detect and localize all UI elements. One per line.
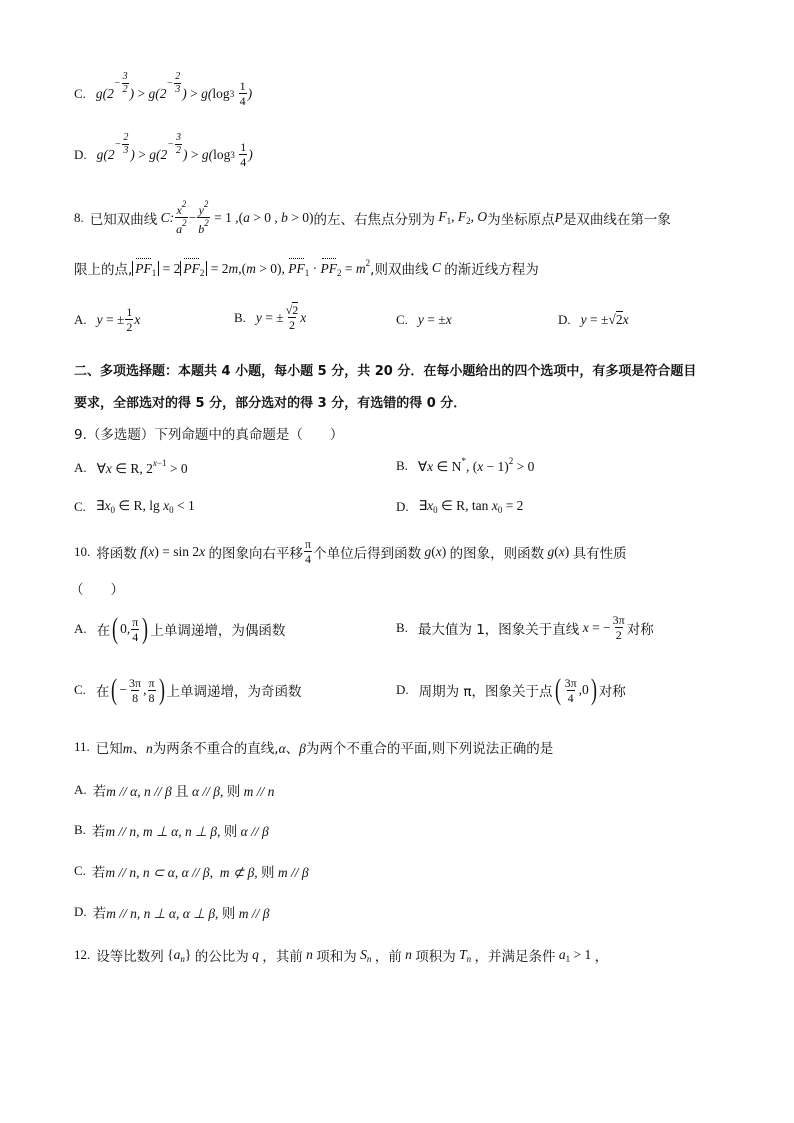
question-text: 设等比数列 <box>96 949 164 965</box>
q10-answer-paren: （ ） <box>70 582 124 598</box>
option-label: D. <box>74 146 87 162</box>
math-expression: $\{a_n\}$ <box>163 946 195 964</box>
question-text: 将函数 <box>96 545 137 562</box>
question-text: ，前 <box>374 949 402 965</box>
q8-option-b <box>234 304 306 331</box>
option-label: C. <box>74 863 86 878</box>
option-label: D. <box>74 904 87 919</box>
option-label: B. <box>396 457 408 473</box>
math-expression: y = ± $\frac{1}{2}$ x <box>96 305 141 334</box>
math-expression: m、n <box>122 741 153 756</box>
math-expression: $F_1$, $F_2$, O <box>434 209 488 226</box>
option-label: D. <box>558 312 571 327</box>
question-text: ， <box>594 949 609 965</box>
question-text: 的公比为 <box>194 949 249 965</box>
question-text: 的图象向右平移 <box>208 545 304 562</box>
q8-option-c <box>396 312 452 328</box>
option-text: 若 <box>92 906 107 922</box>
math-expression: n <box>401 947 416 962</box>
option-text: 最大值为 1，图象关于直线 <box>417 621 580 638</box>
q9-stem: 9.（多选题）下列命题中的真命题是（ ） <box>74 427 344 443</box>
q8-stem-line2 <box>74 258 539 278</box>
option-text: 在 <box>95 684 110 700</box>
question-text: 是双曲线在第一象 <box>562 211 671 228</box>
question-number: 12. <box>74 947 91 962</box>
option-label: D. <box>396 498 409 514</box>
q10-stem <box>74 538 627 565</box>
question-number: 11. <box>74 739 90 754</box>
option-text: 在 <box>96 623 111 639</box>
question-number: 10. <box>74 543 91 559</box>
math-point: ( $\frac{3\pi}{4}$ ,0 ) <box>554 673 597 706</box>
q9-option-d <box>396 498 523 515</box>
option-text: 周期为 π，图象关于点 <box>418 684 553 700</box>
q10-option-b <box>396 614 654 641</box>
math-expression: $S_n$ <box>356 946 372 964</box>
option-text: 若 <box>91 865 106 881</box>
option-label: C. <box>74 682 86 697</box>
q11-option-c <box>74 861 309 881</box>
q10-option-c <box>74 675 302 705</box>
math-expression: $PF_1 = 2$ $PF_2 = 2m,(m > 0)$, $PF_1 \cdot PF_2 = m^2$ <box>132 258 370 278</box>
question-text: 的渐近线方程为 <box>444 262 539 278</box>
math-expression: g(x) <box>424 543 450 559</box>
math-expression: n <box>302 947 317 962</box>
math-expression: g(x) <box>547 543 573 559</box>
option-label: B. <box>74 822 86 837</box>
q11-option-a <box>74 780 274 800</box>
math-expression: ∀x ∈ R, $2^{x-1} > 0$ <box>96 458 188 476</box>
math-expression: P <box>554 209 563 225</box>
math-expression: y = ± $\frac{√2}{2}$ x <box>255 303 307 332</box>
q7-option-c <box>74 71 253 108</box>
math-expression: g(2 − $\frac{3}{2}$ ) > g(2 − $\frac{2}{3}$ ) > g( log 3 $\frac{1}{4}$ ) <box>95 71 253 108</box>
math-expression: α、β <box>278 741 306 756</box>
option-text: 对称 <box>598 684 626 700</box>
option-label: C. <box>74 498 86 514</box>
option-label: C. <box>396 312 408 327</box>
math-expression: $T_n$ <box>455 946 472 964</box>
math-expression: $\exists x_0$ ∈ R, $\lg x_0 < 1$ <box>95 498 195 515</box>
q8-option-a <box>74 306 140 333</box>
option-label: B. <box>234 309 246 325</box>
math-expression: $\exists x_0$ ∈ R, $\tan x_0 = 2$ <box>418 498 524 515</box>
math-expression: m // n, m ⊥ α, n ⊥ β, 则 α // β <box>105 824 269 840</box>
question-text: 的左、右焦点分别为 <box>313 211 435 228</box>
math-interval: ( 0, $\frac{\pi}{4}$ ) <box>112 612 149 645</box>
option-label: C. <box>74 85 86 101</box>
question-text: 为坐标原点 <box>487 211 555 228</box>
question-text: 项和为 <box>316 949 357 965</box>
option-label: A. <box>74 782 87 797</box>
question-text: 为两条不重合的直线, <box>152 741 279 757</box>
question-text: ，其前 <box>262 949 303 965</box>
math-expression: m // n, n ⊥ α, α ⊥ β, 则 m // β <box>106 906 270 922</box>
option-label: A. <box>74 459 87 475</box>
q10-option-a <box>74 614 285 644</box>
q9-option-a <box>74 458 188 477</box>
option-text: 上单调递增，为偶函数 <box>150 623 286 639</box>
math-expression: ∀x ∈ N*, $(x - 1)^2 > 0$ <box>417 456 535 474</box>
q11-option-d <box>74 902 269 922</box>
option-text: 上单调递增，为奇函数 <box>166 684 302 700</box>
math-expression: f(x) = sin 2x <box>140 543 206 559</box>
q8-stem-line1 <box>74 200 671 235</box>
math-expression: m // α, n // β 且 α // β, 则 m // n <box>106 784 275 800</box>
math-expression: $a_1 > 1$ <box>558 946 595 964</box>
question-text: ,则双曲线 <box>370 262 429 278</box>
question-text: 限上的点, <box>74 262 133 278</box>
math-expression: x = − $\frac{3\pi}{2}$ <box>582 613 625 642</box>
q11-option-b <box>74 820 269 840</box>
option-text: 对称 <box>626 621 654 638</box>
question-text: 的图象，则函数 <box>449 545 545 562</box>
question-text: 已知双曲线 <box>89 211 158 228</box>
option-label: D. <box>396 682 409 697</box>
question-text: 个单位后得到函数 <box>313 545 422 562</box>
option-text: 若 <box>92 784 107 800</box>
question-text: 已知 <box>95 741 123 757</box>
q11-stem <box>74 737 553 757</box>
math-expression: C: $\frac{x^2}{a^2}$ − $\frac{y^2}{b^2}$ = 1 ,( a > 0 , b > 0) <box>157 199 314 236</box>
option-label: B. <box>396 619 408 635</box>
question-number: 8. <box>74 209 84 225</box>
q10-option-d <box>396 675 626 705</box>
question-text: 为两个不重合的平面,则下列说法正确的是 <box>305 741 554 757</box>
section-2-heading: 二、多项选择题：本题共 4 小题，每小题 5 分，共 20 分．在每小题给出的四个选项中，有多项是符合题目 <box>74 364 697 379</box>
math-expression: y = ±x <box>417 312 452 327</box>
math-expression: y = ±√2x <box>580 312 629 327</box>
option-label: A. <box>74 621 87 636</box>
q9-option-c <box>74 498 195 515</box>
question-text: ，并满足条件 <box>474 949 556 965</box>
q7-option-d <box>74 132 253 169</box>
math-expression: g(2 − $\frac{2}{3}$ ) > g(2 − $\frac{3}{2}$ ) > g( log 3 $\frac{1}{4}$ ) <box>96 132 253 169</box>
question-text: 具有性质 <box>572 545 627 562</box>
option-text: 若 <box>91 824 106 840</box>
math-expression: C <box>428 260 445 275</box>
math-fraction: $\frac{\pi}{4}$ <box>305 537 312 566</box>
math-interval: ( − $\frac{3\pi}{8}$ , $\frac{\pi}{8}$ ) <box>111 673 165 706</box>
question-text: 项积为 <box>415 949 456 965</box>
q12-stem <box>74 945 608 965</box>
math-expression: m // n, n ⊂ α, α // β, m ⊄ β, 则 m // β <box>105 865 309 881</box>
section-2-heading-line2: 要求，全部选对的得 5 分，部分选对的得 3 分，有选错的得 0 分． <box>74 396 467 411</box>
q8-option-d <box>558 312 629 328</box>
q9-option-b <box>396 456 534 475</box>
math-expression: q <box>248 947 263 962</box>
option-label: A. <box>74 311 87 327</box>
